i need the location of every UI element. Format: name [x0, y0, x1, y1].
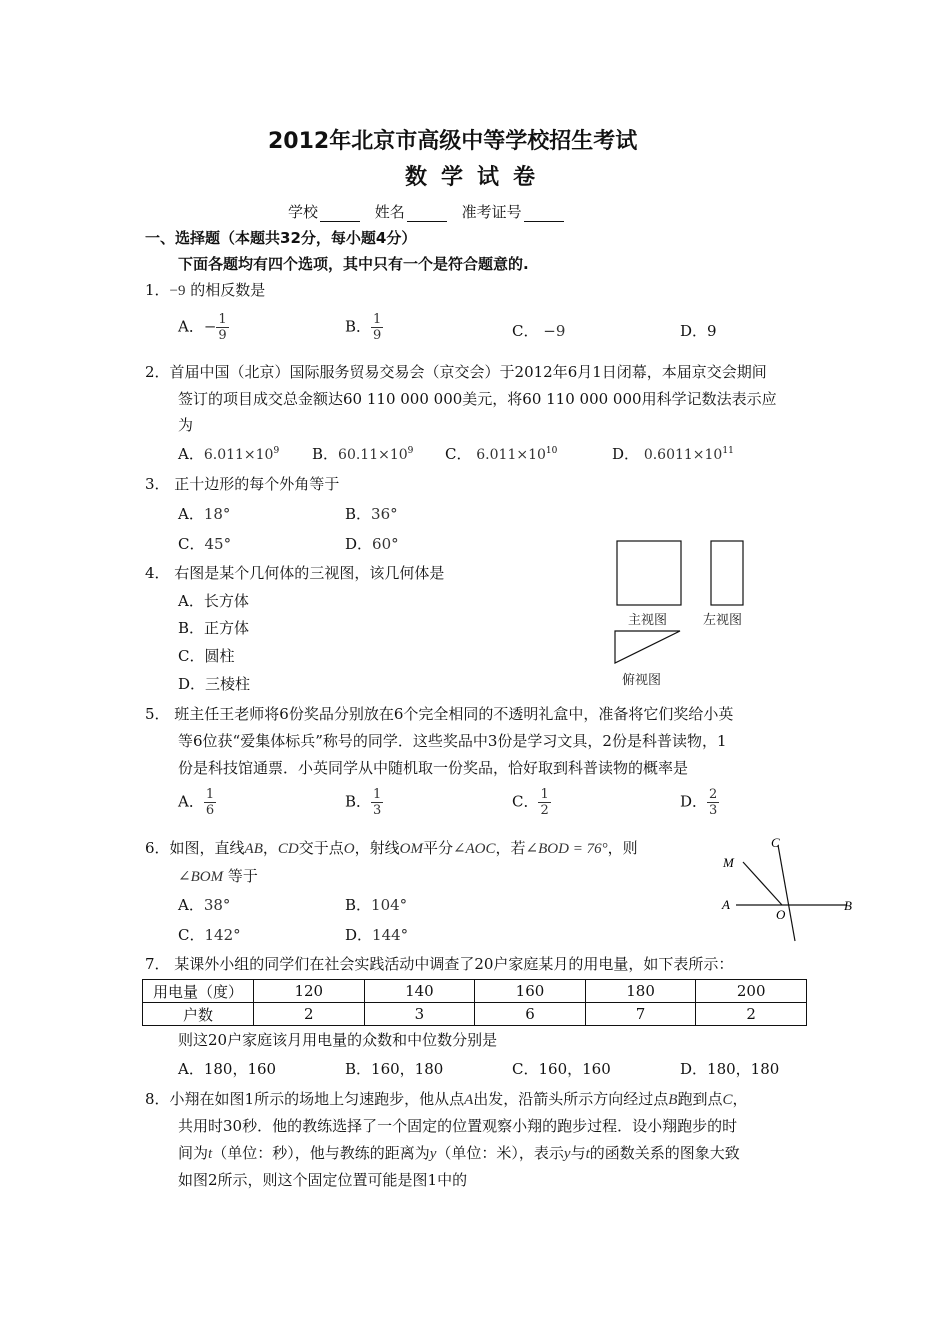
text: （单位：米），表示 [436, 1144, 564, 1162]
denominator: 9 [218, 328, 227, 343]
q1-number: 1． [145, 281, 170, 299]
q5-line1: 5． 班主任王老师将6份奖品分别放在6个完全相同的不透明礼盒中，准备将它们奖给小英 [145, 705, 734, 723]
q8-line3 [178, 1142, 740, 1163]
q8-line1 [145, 1088, 748, 1109]
usage-table [142, 979, 807, 1026]
q1-stem [145, 279, 265, 300]
q1-option-c[interactable] [512, 320, 565, 341]
name-label: 姓名 [374, 203, 405, 221]
table-cell: 7 [585, 1003, 696, 1026]
table-cell: 160 [475, 980, 586, 1003]
point-o-label: O [776, 907, 786, 922]
q7-option-a[interactable]: A．180，160 [178, 1060, 277, 1078]
section-instruction: 下面各题均有四个选项，其中只有一个是符合题意的. [178, 255, 529, 273]
q3-stem: 3． 正十边形的每个外角等于 [145, 475, 340, 493]
q6-option-b[interactable] [345, 894, 407, 915]
q1-option-d[interactable] [680, 320, 717, 341]
option-label: C． [512, 792, 539, 811]
exponent: 9 [273, 446, 280, 456]
text: ，则 [607, 839, 638, 857]
left-view-label: 左视图 [703, 613, 743, 628]
option-label: B． [345, 792, 372, 811]
front-view-label: 主视图 [628, 613, 668, 628]
option-label: C． [445, 445, 472, 463]
q7-after: 则这20户家庭该月用电量的众数和中位数分别是 [178, 1031, 498, 1049]
math-c: C [722, 1092, 733, 1108]
table-header-cell: 户数 [143, 1003, 254, 1026]
q7-option-b[interactable]: B．160，180 [345, 1060, 444, 1078]
numerator: 1 [373, 312, 382, 327]
numerator: 1 [373, 787, 382, 802]
option-value: 60.11×10 [338, 447, 408, 463]
text: ， [732, 1090, 748, 1108]
denominator: 2 [540, 803, 549, 818]
table-cell: 2 [254, 1003, 365, 1026]
id-label: 准考证号 [461, 203, 522, 221]
section-heading: 一、选择题（本题共32分，每小题4分） [145, 229, 417, 247]
table-cell: 3 [364, 1003, 475, 1026]
name-blank[interactable] [407, 207, 447, 222]
option-label: A． [178, 792, 204, 811]
option-label: C． [178, 535, 205, 553]
option-value: 6.011×10 [203, 447, 274, 463]
math-om: OM [399, 841, 423, 857]
q7-option-c[interactable]: C．160，160 [512, 1060, 611, 1078]
q7-stem: 7． 某课外小组的同学们在社会实践活动中调查了20户家庭某月的用电量，如下表所示： [145, 955, 734, 973]
info-line [288, 201, 566, 222]
table-cell: 120 [254, 980, 365, 1003]
fraction [707, 787, 719, 818]
text: 与 [570, 1144, 586, 1162]
q1-option-a[interactable] [178, 312, 229, 343]
option-label: D． [345, 926, 373, 944]
angle-figure [718, 835, 858, 945]
math-b: B [668, 1092, 678, 1108]
denominator: 6 [205, 803, 215, 818]
math-y: y [563, 1146, 571, 1162]
option-value: 36° [371, 505, 398, 523]
text: ，若 [495, 839, 526, 857]
option-label: B． [345, 505, 372, 523]
option-value: −9 [543, 322, 566, 340]
q3-option-d[interactable] [345, 533, 399, 554]
school-blank[interactable] [320, 207, 360, 222]
math-a: A [464, 1092, 474, 1108]
denominator: 9 [373, 328, 382, 343]
q5-option-d[interactable] [680, 787, 719, 818]
q1-text: 的相反数是 [190, 281, 266, 299]
table-header-cell: 用电量（度） [143, 980, 254, 1003]
table-cell: 2 [696, 1003, 807, 1026]
ray-om [743, 862, 782, 905]
math-aoc: ∠AOC [452, 841, 496, 857]
text: 间为 [178, 1144, 209, 1162]
option-value: 0.6011×10 [643, 447, 723, 463]
q3-option-a[interactable] [178, 503, 230, 524]
exam-subtitle: 数学试卷 [405, 165, 550, 190]
table-cell: 180 [585, 980, 696, 1003]
math-ab: AB [244, 841, 263, 857]
q3-option-c[interactable] [178, 533, 231, 554]
text: 平分 [422, 839, 453, 857]
text: 出发，沿箭头所示方向经过点 [473, 1090, 669, 1108]
math-t: t [208, 1146, 213, 1162]
q8-line4: 如图2所示，则这个固定位置可能是图1中的 [178, 1171, 468, 1189]
left-view-rect [711, 541, 743, 605]
option-label: D． [345, 535, 373, 553]
option-value: 6.011×10 [476, 447, 546, 463]
exam-title: 2012年北京市高级中等学校招生考试 [268, 129, 638, 154]
point-m-label: M [723, 855, 734, 870]
option-value: 18° [203, 505, 231, 523]
option-label: C． [178, 926, 205, 944]
q2-option-b[interactable] [312, 443, 413, 464]
exponent: 9 [407, 446, 414, 456]
math-bod: ∠BOD = 76° [525, 841, 608, 857]
top-view-triangle [615, 631, 680, 663]
option-label: A． [178, 896, 204, 914]
q1-math: −9 [169, 283, 186, 299]
math-o: O [343, 841, 355, 857]
option-label: C． [512, 322, 539, 340]
line-cd [778, 845, 795, 941]
q3-option-b[interactable] [345, 503, 398, 524]
q4-stem: 4． 右图是某个几何体的三视图，该几何体是 [145, 564, 445, 582]
option-label: B． [345, 317, 372, 336]
minus-sign: − [203, 317, 217, 336]
table-cell: 140 [364, 980, 475, 1003]
q4-option-c[interactable]: C．圆柱 [178, 647, 235, 665]
fraction [216, 312, 228, 343]
q5-option-b[interactable] [345, 787, 383, 818]
option-value: 9 [707, 322, 717, 340]
option-label: B． [312, 445, 339, 463]
fraction [538, 787, 550, 818]
q4-option-d[interactable]: D．三棱柱 [178, 675, 251, 693]
q5-line2: 等6位获“爱集体标兵”称号的同学．这些奖品中3份是学习文具，2份是科普读物，1 [178, 732, 727, 750]
q5-option-a[interactable] [178, 787, 216, 818]
math-bom: ∠BOM [178, 869, 224, 885]
table-row [143, 1003, 807, 1026]
table-cell: 6 [475, 1003, 586, 1026]
front-view-square [617, 541, 681, 605]
school-label: 学校 [288, 203, 319, 221]
q2-line2: 签订的项目成交总金额达60 110 000 000美元，将60 110 000 000用科学记数法表示应 [178, 390, 777, 408]
denominator: 3 [373, 803, 382, 818]
q2-option-a[interactable] [178, 443, 279, 464]
numerator: 1 [205, 787, 215, 802]
text: ，射线 [354, 839, 400, 857]
numerator: 1 [218, 312, 227, 327]
option-value: 142° [204, 926, 241, 944]
text: 6．如图，直线 [145, 839, 245, 857]
q6-option-a[interactable] [178, 894, 230, 915]
math-y: y [429, 1146, 437, 1162]
math-cd: CD [277, 841, 299, 857]
option-label: A． [178, 445, 204, 463]
denominator: 3 [709, 803, 718, 818]
option-value: 144° [372, 926, 409, 944]
q5-option-c[interactable] [512, 787, 551, 818]
q4-option-a[interactable]: A．长方体 [178, 592, 249, 610]
fraction [371, 312, 383, 343]
option-label: A． [178, 505, 204, 523]
text: 跑到点 [677, 1090, 723, 1108]
option-label: B． [345, 896, 372, 914]
id-blank[interactable] [524, 207, 564, 222]
q2-line1: 2．首届中国（北京）国际服务贸易交易会（京交会）于2012年6月1日闭幕，本届京交会期间 [145, 363, 767, 381]
q8-line2: 共用时30秒．他的教练选择了一个固定的位置观察小翔的跑步过程．设小翔跑步的时 [178, 1117, 738, 1135]
numerator: 2 [709, 787, 718, 802]
point-b-label: B [844, 898, 852, 913]
option-value: 60° [372, 535, 399, 553]
q6-option-d[interactable] [345, 924, 408, 945]
fraction [371, 787, 383, 818]
text: （单位：秒），他与教练的距离为 [212, 1144, 430, 1162]
text: 的函数关系的图象大致 [589, 1144, 740, 1162]
q1-option-b[interactable] [345, 312, 383, 343]
option-value: 45° [204, 535, 232, 553]
table-row [143, 980, 807, 1003]
option-label: D． [612, 445, 640, 463]
text: 等于 [227, 867, 258, 885]
q5-line3: 份是科技馆通票．小英同学从中随机取一份奖品，恰好取到科普读物的概率是 [178, 759, 689, 777]
q2-option-d[interactable] [612, 443, 734, 464]
text: 交于点 [298, 839, 344, 857]
q6-option-c[interactable] [178, 924, 241, 945]
numerator: 1 [540, 787, 549, 802]
q6-line2 [178, 865, 258, 886]
q4-option-b[interactable]: B．正方体 [178, 619, 250, 637]
q2-line3: 为 [178, 416, 194, 434]
option-value: 38° [203, 896, 231, 914]
table-cell: 200 [696, 980, 807, 1003]
q7-option-d[interactable]: D．180，180 [680, 1060, 780, 1078]
option-label: A． [178, 317, 204, 336]
math-t: t [585, 1146, 590, 1162]
option-value: 104° [371, 896, 408, 914]
point-c-label: C [771, 835, 780, 850]
q2-option-c[interactable] [445, 443, 557, 464]
top-view-label: 俯视图 [622, 673, 662, 688]
exponent: 11 [722, 446, 734, 456]
option-label: D． [680, 322, 708, 340]
fraction [204, 787, 216, 818]
exponent: 10 [545, 446, 558, 456]
q6-line1 [145, 837, 638, 858]
point-a-label: A [722, 897, 730, 912]
text: ， [262, 839, 278, 857]
option-label: D． [680, 792, 708, 811]
text: 8．小翔在如图1所示的场地上匀速跑步，他从点 [145, 1090, 465, 1108]
